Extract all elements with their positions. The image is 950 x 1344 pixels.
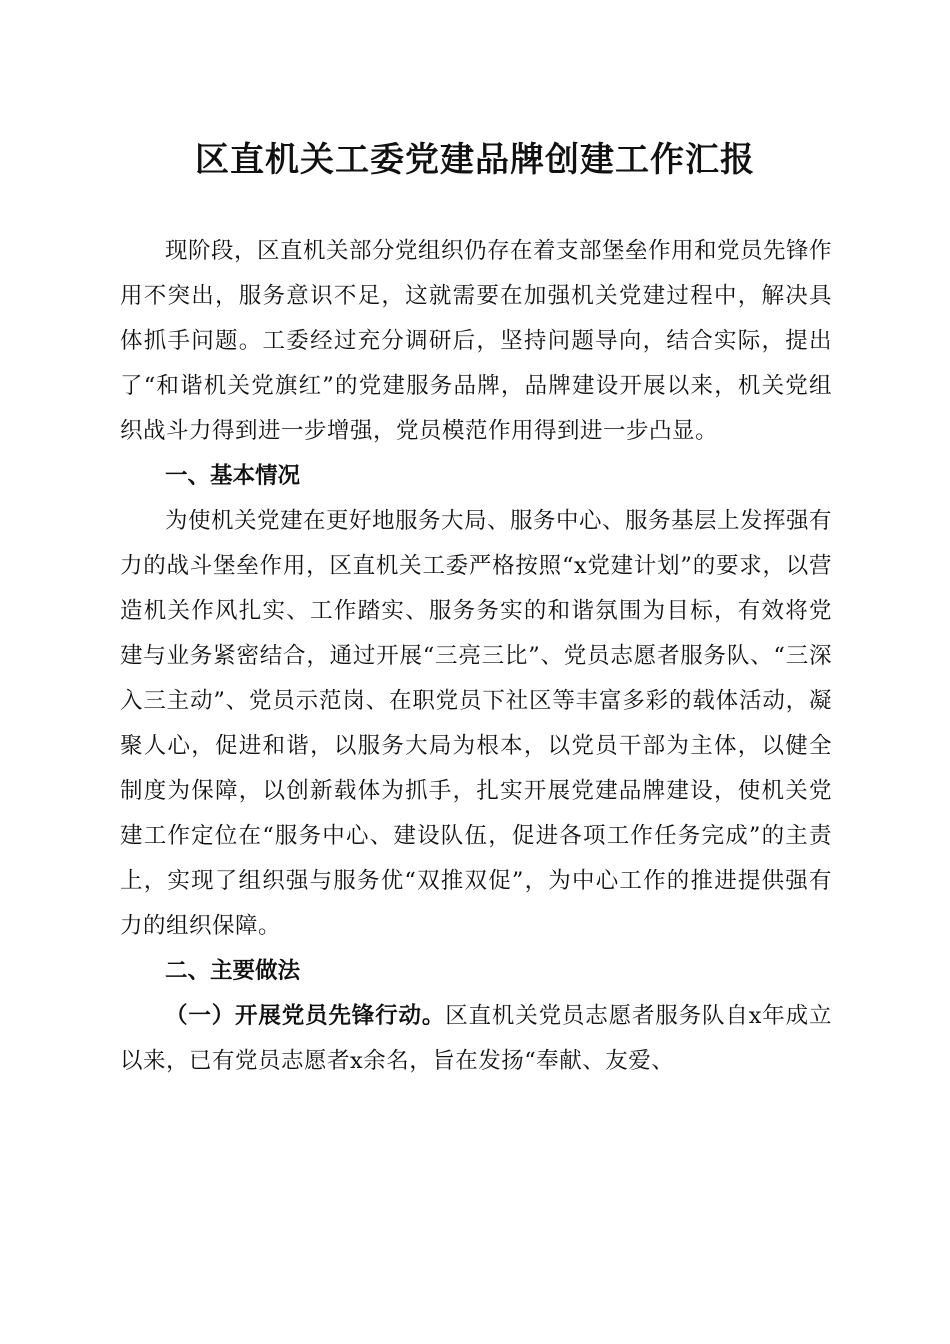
section-heading-main-practices: 二、主要做法 [165,958,301,984]
subsection-text-party-vanguard: 区直机关党员志愿者服务队自x年成立以来，已有党员志愿者x余名，旨在发扬“奉献、友爱、 [120,1003,832,1074]
section-heading-basic-situation: 一、基本情况 [165,463,301,489]
subsection-heading-party-vanguard: （一）开展党员先锋行动。 [165,1003,446,1029]
document-body [120,229,832,1084]
document-title: 区直机关工委党建品牌创建工作汇报 [195,140,755,180]
section-paragraph-basic-situation: 为使机关党建在更好地服务大局、服务中心、服务基层上发挥强有力的战斗堡垒作用，区直机关工委严格按照“x党建计划”的要求，以营造机关作风扎实、工作踏实、服务务实的和谐氛围为目标，有效将党建与业务紧密结合，通过开展“三亮三比”、党员志愿者服务队、“三深入三主动”、党员示范岗、在职党员下社区等丰富多彩的载体活动，凝聚人心，促进和谐，以服务大局为根本，以党员干部为主体，以健全制度为保障，以创新载体为抓手，扎实开展党建品牌建设，使机关党建工作定位在“服务中心、建设队伍，促进各项工作任务完成”的主责上，实现了组织强与服务优“双推双促”，为中心工作的推进提供强有力的组织保障。 [120,508,833,939]
intro-paragraph: 现阶段，区直机关部分党组织仍存在着支部堡垒作用和党员先锋作用不突出，服务意识不足，这就需要在加强机关党建过程中，解决具体抓手问题。工委经过充分调研后，坚持问题导向，结合实际，提出了“和谐机关党旗红”的党建服务品牌，品牌建设开展以来，机关党组织战斗力得到进一步增强，党员模范作用得到进一步凸显。 [120,238,833,444]
section-paragraph-party-vanguard [120,994,832,1084]
